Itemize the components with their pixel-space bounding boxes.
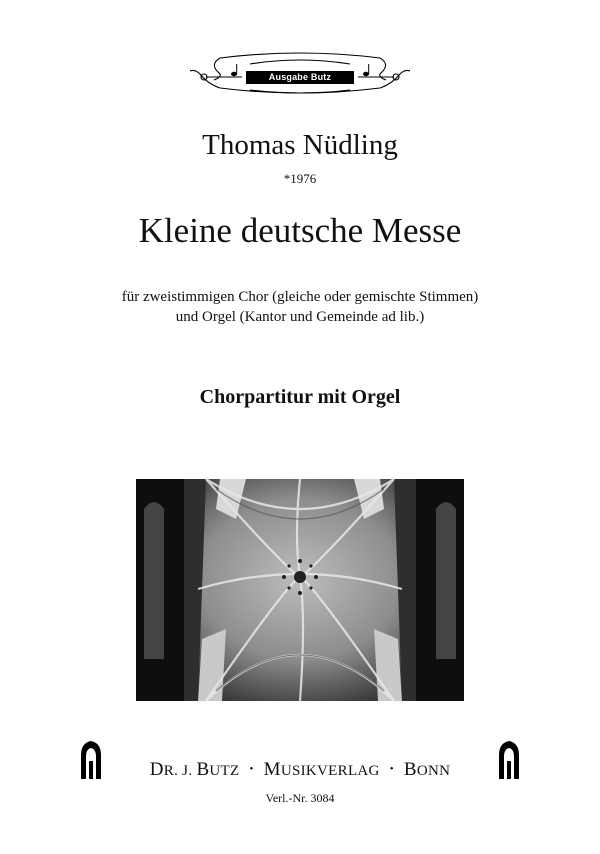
publisher-type: MUSIKVERLAG [263, 759, 380, 780]
edition-type: Chorpartitur mit Orgel [199, 386, 401, 408]
work-subtitle-line-2: und Orgel (Kantor und Gemeinde ad lib.) [175, 309, 425, 325]
composer-birth-year: *1976 [283, 171, 317, 186]
publisher-line [0, 757, 600, 783]
publisher-city: BONN [403, 759, 451, 780]
separator-dot: • [249, 763, 254, 775]
work-subtitle-line-1: für zweistimmigen Chor (gleiche oder gemischte Stimmen) [121, 289, 479, 305]
catalog-number: Verl.-Nr. 3084 [265, 791, 335, 805]
ornament-label: Ausgabe Butz [246, 71, 354, 84]
composer-name: Thomas Nüdling [202, 129, 398, 161]
separator-dot: • [389, 763, 394, 775]
publisher-name: DR. J. BUTZ [149, 759, 240, 780]
cover-photo-vaulted-ceiling [136, 479, 464, 701]
publisher-ornament [190, 50, 410, 96]
work-title: Kleine deutsche Messe [138, 211, 462, 250]
